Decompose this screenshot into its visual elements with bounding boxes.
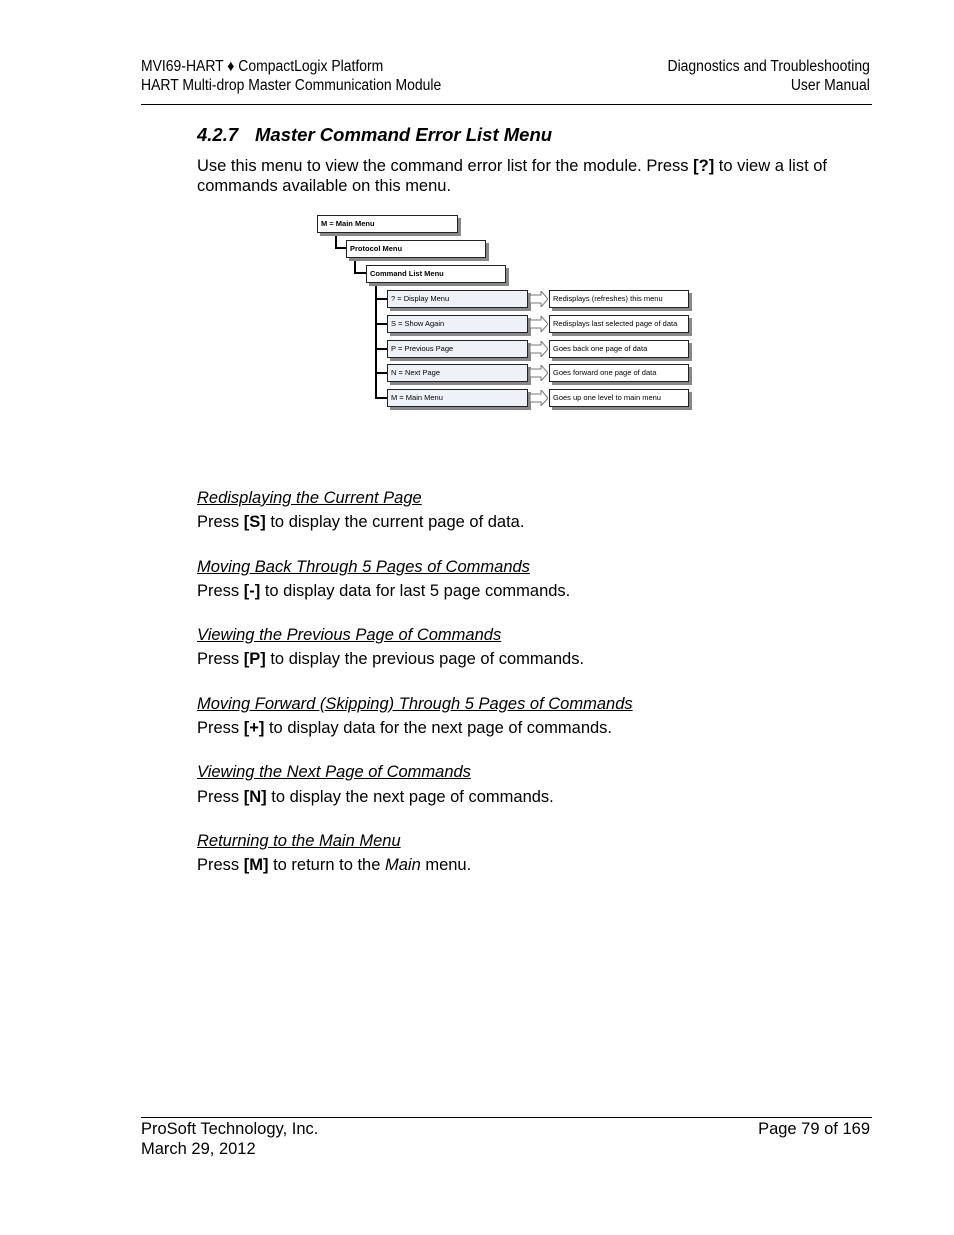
paragraph-next-page: Press [N] to display the next page of commands. xyxy=(197,788,554,806)
key-n: [N] xyxy=(243,788,267,806)
diagram-command-list-box: Command List Menu xyxy=(366,265,506,283)
connector-protocol-command-h xyxy=(354,272,366,274)
connector-row-4 xyxy=(375,397,387,399)
paragraph-redisplay: Press [S] to display the current page of data. xyxy=(197,513,525,531)
key-s: [S] xyxy=(243,513,266,531)
diagram-desc-main-menu: Goes up one level to main menu xyxy=(549,389,689,407)
footer-divider xyxy=(141,1117,872,1118)
key-m: [M] xyxy=(243,856,269,874)
footer-date: March 29, 2012 xyxy=(141,1139,256,1158)
header-divider xyxy=(141,104,872,105)
arrow-right-icon xyxy=(530,341,548,357)
connector-main-protocol-v xyxy=(335,233,337,248)
diagram-desc-previous-page: Goes back one page of data xyxy=(549,340,689,358)
subheading-back-5-pages: Moving Back Through 5 Pages of Commands xyxy=(197,558,530,576)
subheading-redisplay: Redisplaying the Current Page xyxy=(197,489,422,507)
connector-command-rows-v xyxy=(375,283,377,398)
paragraph-back-5-pages: Press [-] to display data for last 5 page commands. xyxy=(197,582,571,600)
diagram-cmd-previous-page: P = Previous Page xyxy=(387,340,528,358)
connector-row-2 xyxy=(375,348,387,350)
diagram-cmd-show-again: S = Show Again xyxy=(387,315,528,333)
intro-paragraph: Use this menu to view the command error list for the module. Press [?] to view a list of commands available on this menu. xyxy=(197,157,827,195)
footer-left xyxy=(141,1120,318,1159)
arrow-right-icon xyxy=(530,365,548,381)
diagram-cmd-next-page: N = Next Page xyxy=(387,364,528,382)
section-title xyxy=(197,124,552,146)
key-p: [P] xyxy=(243,650,266,668)
intro-key: [?] xyxy=(693,157,715,175)
paragraph-previous-page: Press [P] to display the previous page of commands. xyxy=(197,650,585,668)
diagram-cmd-main-menu: M = Main Menu xyxy=(387,389,528,407)
paragraph-forward-5-pages: Press [+] to display data for the next page of commands. xyxy=(197,719,613,737)
header-manual: User Manual xyxy=(790,77,870,94)
diagram-desc-next-page: Goes forward one page of data xyxy=(549,364,689,382)
diagram-desc-show-again: Redisplays last selected page of data xyxy=(549,315,689,333)
footer-company: ProSoft Technology, Inc. xyxy=(141,1120,319,1138)
paragraph-main-menu: Press [M] to return to the Main menu. xyxy=(197,856,472,874)
subheading-previous-page: Viewing the Previous Page of Commands xyxy=(197,626,502,644)
connector-protocol-command-v xyxy=(354,258,356,273)
key-minus: [-] xyxy=(243,582,261,600)
connector-row-1 xyxy=(375,323,387,325)
key-plus: [+] xyxy=(243,719,265,737)
section-title-text: Master Command Error List Menu xyxy=(255,124,553,145)
subheading-forward-5-pages: Moving Forward (Skipping) Through 5 Pages of Commands xyxy=(197,695,633,713)
menu-diagram xyxy=(300,205,720,420)
main-menu-italic: Main xyxy=(384,856,421,874)
subheading-next-page: Viewing the Next Page of Commands xyxy=(197,763,471,781)
subheading-main-menu: Returning to the Main Menu xyxy=(197,832,401,850)
header-right xyxy=(668,57,870,95)
diagram-main-menu-box: M = Main Menu xyxy=(317,215,458,233)
diagram-cmd-display-menu: ? = Display Menu xyxy=(387,290,528,308)
arrow-right-icon xyxy=(530,291,548,307)
diagram-desc-display-menu: Redisplays (refreshes) this menu xyxy=(549,290,689,308)
footer-page-number: Page 79 of 169 xyxy=(758,1120,870,1138)
connector-row-0 xyxy=(375,298,387,300)
connector-row-3 xyxy=(375,372,387,374)
diagram-protocol-menu-box: Protocol Menu xyxy=(346,240,486,258)
header-left xyxy=(141,57,441,95)
header-module: HART Multi-drop Master Communication Module xyxy=(141,77,442,94)
arrow-right-icon xyxy=(530,390,548,406)
header-product: MVI69-HART ♦ CompactLogix Platform xyxy=(141,58,384,75)
header-chapter: Diagnostics and Troubleshooting xyxy=(667,58,870,75)
arrow-right-icon xyxy=(530,316,548,332)
section-number: 4.2.7 xyxy=(197,124,239,145)
